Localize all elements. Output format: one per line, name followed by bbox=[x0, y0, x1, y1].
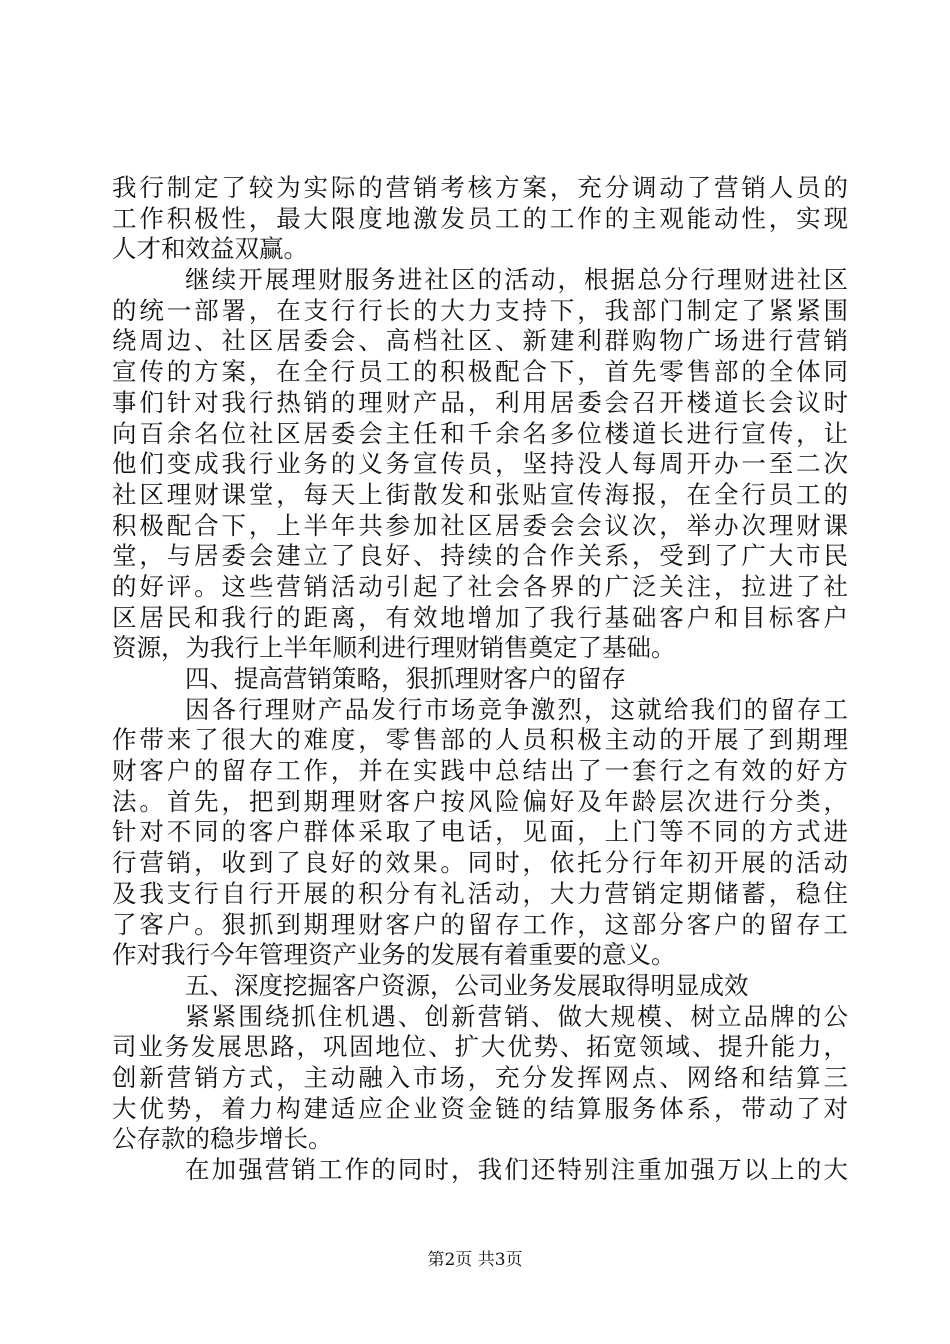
body-line: 的好评。这些营销活动引起了社会各界的广泛关注，拉进了社 bbox=[112, 571, 848, 601]
page-footer bbox=[0, 1245, 950, 1270]
body-line: 资源，为我行上半年顺利进行理财销售奠定了基础。 bbox=[112, 633, 676, 663]
body-line: 针对不同的客户群体采取了电话，见面，上门等不同的方式进 bbox=[112, 817, 848, 847]
body-line: 创新营销方式，主动融入市场，充分发挥网点、网络和结算三 bbox=[112, 1062, 848, 1092]
document-body bbox=[112, 173, 848, 1186]
body-line: 大优势，着力构建适应企业资金链的结算服务体系，带动了对 bbox=[112, 1093, 848, 1123]
body-line: 公存款的稳步增长。 bbox=[112, 1124, 333, 1154]
page-number: 第2页 共3页 bbox=[427, 1250, 523, 1270]
body-line: 积极配合下，上半年共参加社区居委会会议次，举办次理财课 bbox=[112, 510, 848, 540]
body-line: 堂，与居委会建立了良好、持续的合作关系，受到了广大市民 bbox=[112, 541, 848, 571]
body-line: 的统一部署，在支行行长的大力支持下，我部门制定了紧紧围 bbox=[112, 295, 848, 325]
body-line: 向百余名位社区居委会主任和千余名多位楼道长进行宣传，让 bbox=[112, 418, 848, 448]
paragraph-start-line: 在加强营销工作的同时，我们还特别注重加强万以上的大 bbox=[185, 1155, 848, 1184]
body-line: 社区理财课堂，每天上街散发和张贴宣传海报，在全行员工的 bbox=[112, 479, 848, 509]
body-line: 人才和效益双赢。 bbox=[112, 234, 308, 264]
body-line: 他们变成我行业务的义务宣传员，坚持没人每周开办一至二次 bbox=[112, 449, 848, 479]
paragraph-start-line: 紧紧围绕抓住机遇、创新营销、做大规模、树立品牌的公 bbox=[185, 1001, 848, 1031]
body-line: 工作积极性，最大限度地激发员工的工作的主观能动性，实现 bbox=[112, 203, 848, 233]
body-line: 了客户。狠抓到期理财客户的留存工作，这部分客户的留存工 bbox=[112, 909, 848, 939]
body-line: 及我支行自行开展的积分有礼活动，大力营销定期储蓄，稳住 bbox=[112, 878, 848, 908]
body-line: 绕周边、社区居委会、高档社区、新建利群购物广场进行营销 bbox=[112, 326, 848, 356]
section-heading: 五、深度挖掘客户资源，公司业务发展取得明显成效 bbox=[185, 970, 749, 1000]
body-line: 我行制定了较为实际的营销考核方案，充分调动了营销人员的 bbox=[112, 173, 848, 202]
body-line: 作对我行今年管理资产业务的发展有着重要的意义。 bbox=[112, 940, 676, 970]
body-line: 作带来了很大的难度，零售部的人员积极主动的开展了到期理 bbox=[112, 725, 848, 755]
paragraph-start-line: 继续开展理财服务进社区的活动，根据总分行理财进社区 bbox=[185, 265, 848, 295]
body-line: 宣传的方案，在全行员工的积极配合下，首先零售部的全体同 bbox=[112, 357, 848, 387]
body-line: 财客户的留存工作，并在实践中总结出了一套行之有效的好方 bbox=[112, 756, 848, 786]
body-line: 法。首先，把到期理财客户按风险偏好及年龄层次进行分类， bbox=[112, 786, 848, 816]
section-heading: 四、提高营销策略，狠抓理财客户的留存 bbox=[185, 664, 626, 693]
body-line: 司业务发展思路，巩固地位、扩大优势、拓宽领域、提升能力， bbox=[112, 1032, 848, 1062]
paragraph-start-line: 因各行理财产品发行市场竞争激烈，这就给我们的留存工 bbox=[185, 694, 848, 724]
body-line: 行营销，收到了良好的效果。同时，依托分行年初开展的活动 bbox=[112, 848, 848, 878]
body-line: 事们针对我行热销的理财产品，利用居委会召开楼道长会议时 bbox=[112, 387, 848, 417]
body-line: 区居民和我行的距离，有效地增加了我行基础客户和目标客户 bbox=[112, 602, 848, 632]
